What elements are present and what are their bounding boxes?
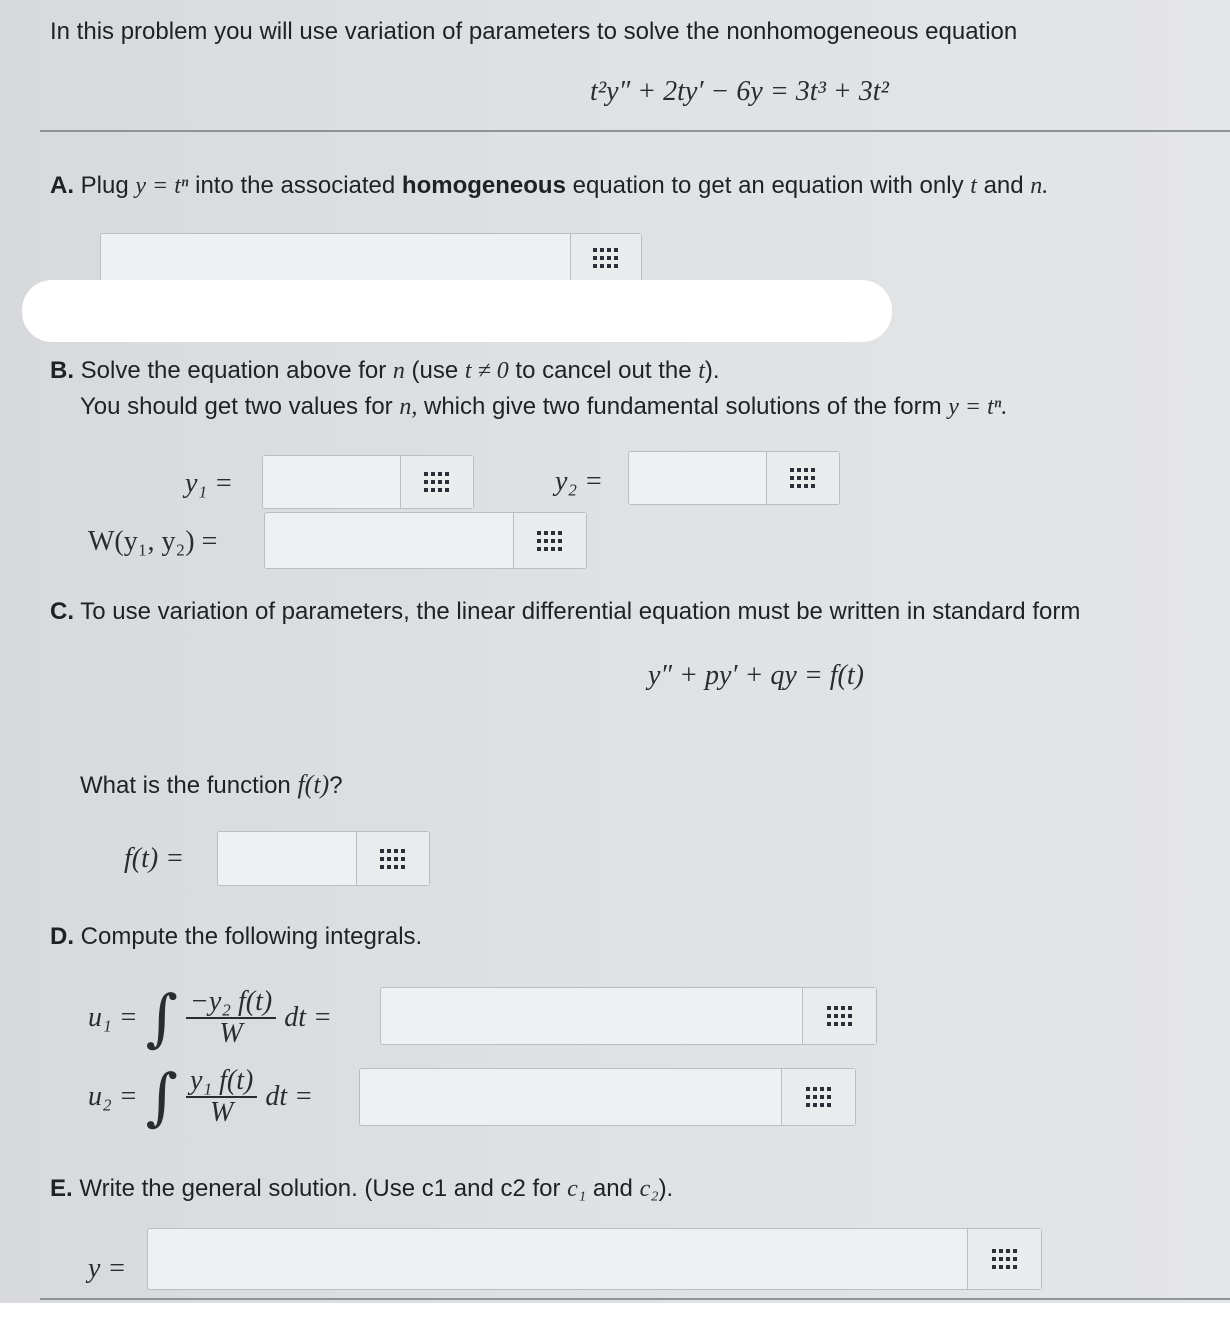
u2-answer-field bbox=[359, 1068, 856, 1126]
intro-text: In this problem you will use variation of parameters to solve the nonhomogeneous equation bbox=[50, 18, 1018, 45]
y1-label: y₁ = bbox=[185, 468, 234, 499]
part-d-instruction: D. Compute the following integrals. bbox=[50, 923, 423, 950]
y2-label: y₂ = bbox=[555, 466, 604, 497]
divider bbox=[40, 130, 1230, 132]
general-solution-matrix-button[interactable] bbox=[967, 1229, 1041, 1289]
u2-formula bbox=[88, 1060, 314, 1133]
part-b-instruction-line1: B. Solve the equation above for n (use t ≠ 0 to cancel out the t). bbox=[50, 357, 720, 384]
f-answer-field bbox=[217, 831, 430, 886]
part-c-letter: C. bbox=[50, 598, 74, 625]
part-c-instruction: C. To use variation of parameters, the linear differential equation must be written in standard form bbox=[50, 598, 1081, 625]
general-solution-input[interactable] bbox=[148, 1229, 967, 1289]
integral-sign: ∫ bbox=[145, 981, 178, 1054]
u1-dt-equals: dt = bbox=[284, 1002, 332, 1033]
part-b-instruction-line2: You should get two values for n, which give two fundamental solutions of the form y = tⁿ. bbox=[80, 393, 1008, 420]
u2-dt-equals: dt = bbox=[265, 1081, 314, 1112]
u2-denominator: W bbox=[209, 1097, 234, 1128]
part-d-letter: D. bbox=[50, 923, 74, 950]
part-a-letter: A. bbox=[50, 172, 74, 199]
u1-label: u₁ = bbox=[88, 1002, 138, 1033]
u2-label: u₂ = bbox=[88, 1081, 138, 1112]
redaction-overlay bbox=[22, 280, 892, 342]
y1-matrix-button[interactable] bbox=[400, 456, 473, 508]
grid-icon bbox=[380, 849, 406, 869]
u1-matrix-button[interactable] bbox=[802, 988, 876, 1044]
f-matrix-button[interactable] bbox=[356, 832, 429, 885]
part-c-question: What is the function f(t)? bbox=[80, 770, 343, 799]
part-e-instruction: E. Write the general solution. (Use c1 and c2 for c₁ and c₂). bbox=[50, 1175, 674, 1202]
grid-icon bbox=[992, 1249, 1018, 1269]
general-solution-field bbox=[147, 1228, 1042, 1290]
wronskian-answer-field bbox=[264, 512, 587, 569]
wronskian-matrix-button[interactable] bbox=[513, 513, 586, 568]
u1-fraction bbox=[186, 987, 276, 1049]
part-e-letter: E. bbox=[50, 1175, 73, 1202]
grid-icon bbox=[593, 248, 619, 268]
grid-icon bbox=[790, 468, 816, 488]
wronskian-label: W(y₁, y₂) = bbox=[88, 526, 218, 557]
general-solution-label: y = bbox=[88, 1253, 127, 1284]
part-a-answer-input[interactable] bbox=[101, 234, 570, 282]
u1-answer-field bbox=[380, 987, 877, 1045]
y2-input[interactable] bbox=[629, 452, 766, 504]
f-input[interactable] bbox=[218, 832, 356, 885]
main-equation: t²y″ + 2ty′ − 6y = 3t³ + 3t² bbox=[590, 76, 889, 107]
y2-answer-field bbox=[628, 451, 840, 505]
y1-answer-field bbox=[262, 455, 474, 509]
standard-form-equation: y″ + py′ + qy = f(t) bbox=[648, 660, 864, 691]
grid-icon bbox=[424, 472, 450, 492]
u1-input[interactable] bbox=[381, 988, 802, 1044]
u2-fraction bbox=[186, 1066, 257, 1128]
u2-matrix-button[interactable] bbox=[781, 1069, 855, 1125]
wronskian-input[interactable] bbox=[265, 513, 513, 568]
u1-formula bbox=[88, 981, 332, 1054]
f-label: f(t) = bbox=[124, 843, 185, 874]
u1-denominator: W bbox=[219, 1018, 243, 1049]
u1-numerator: −y₂ f(t) bbox=[186, 987, 276, 1019]
grid-icon bbox=[806, 1087, 832, 1107]
bottom-white-strip bbox=[0, 1303, 1230, 1330]
part-b-letter: B. bbox=[50, 357, 74, 384]
y1-input[interactable] bbox=[263, 456, 400, 508]
part-a-instruction: A. Plug y = tⁿ into the associated homogeneous equation to get an equation with only t and n. bbox=[50, 172, 1049, 199]
grid-icon bbox=[827, 1006, 853, 1026]
part-a-answer-field bbox=[100, 233, 642, 283]
part-a-matrix-button[interactable] bbox=[570, 234, 641, 282]
y2-matrix-button[interactable] bbox=[766, 452, 839, 504]
bottom-divider bbox=[40, 1298, 1230, 1300]
u2-numerator: y₁ f(t) bbox=[186, 1066, 257, 1098]
integral-sign: ∫ bbox=[145, 1060, 178, 1133]
u2-input[interactable] bbox=[360, 1069, 781, 1125]
grid-icon bbox=[537, 531, 563, 551]
